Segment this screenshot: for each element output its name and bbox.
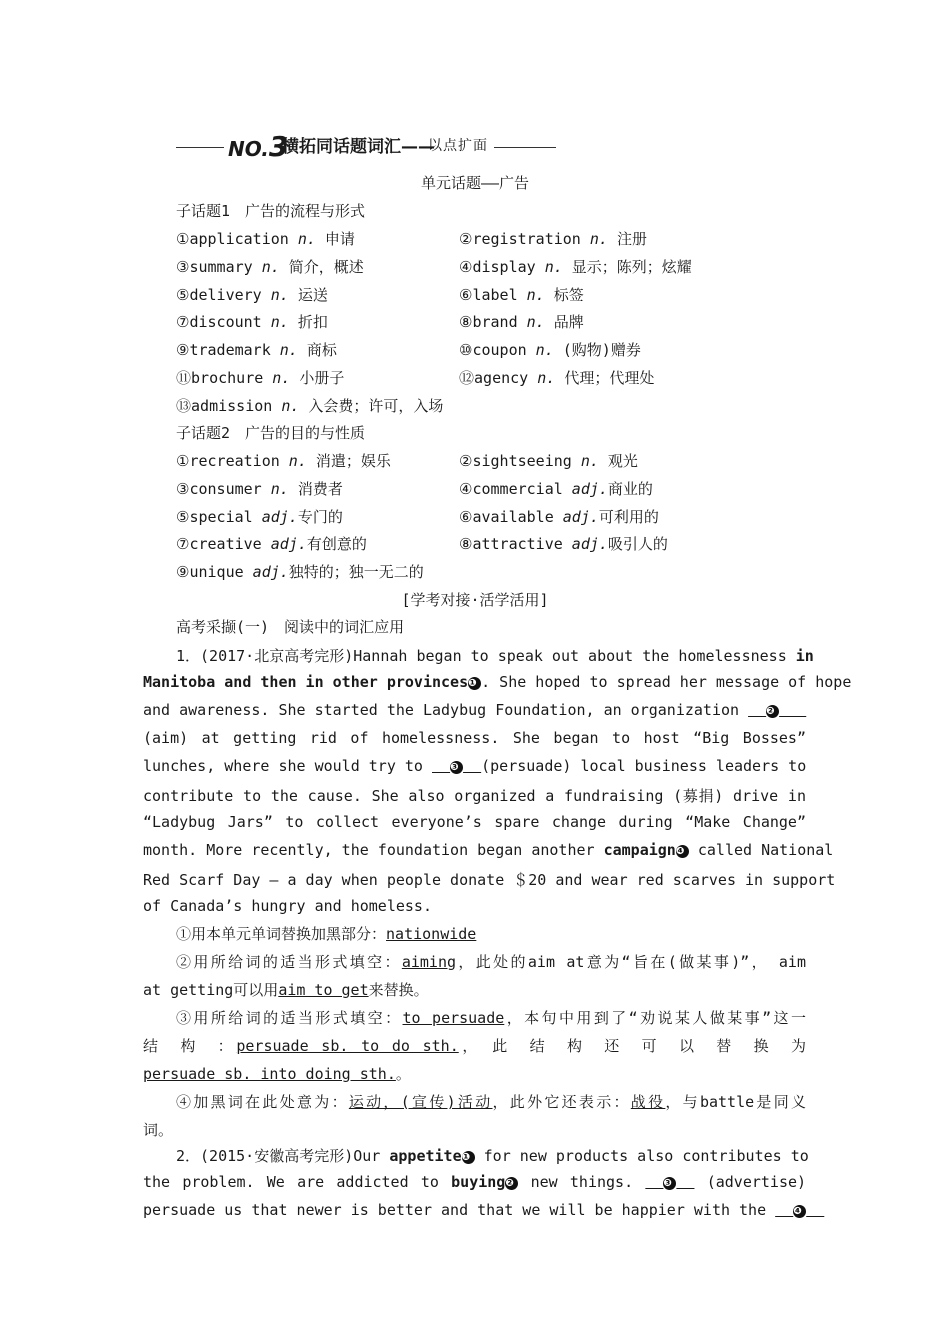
q1-line: and awareness. She started the Ladybug Foundation, an organization ❷ [143,701,806,719]
vocab-pos: n. [279,341,298,360]
vocab-item [176,395,443,416]
answer-3-cont: 结 构 ：persuade sb. to do sth.， 此 结 构 还 可 以 替 换 为 [143,1037,806,1055]
mark-4-icon: ❹ [676,845,689,858]
vocab-pos: n. [589,230,608,248]
vocab-item [176,561,424,582]
vocab-item [176,533,367,554]
vocab-word: discount [189,313,271,332]
vocab-item [459,533,668,554]
q2-line: 2．(2015·安徽高考完形)Our appetite❶ for new products also contributes to [176,1147,809,1165]
vocab-item [176,256,364,277]
vocab-pos: n. [270,479,289,498]
vocab-definition: 有创意的 [306,535,367,554]
vocab-number: ④ [459,257,473,276]
blank-4: ❹ [775,1201,824,1219]
answer-3-cont2: persuade sb. into doing sth.。 [143,1065,411,1083]
vocab-word: special [189,507,262,526]
vocab-word: agency [474,369,538,387]
vocab-word: available [472,507,563,526]
vocab-word: trademark [189,341,280,360]
vocab-number: ⑨ [176,341,190,360]
q1-line: Red Scarf Day — a day when people donate ＄20 and wear red scarves in support [143,871,836,889]
answer-4: ④加黑词在此处意为：运动，(宣传)活动，此外它还表示：战役，与battle是同义 [176,1093,806,1111]
vocab-number: ⑦ [176,535,190,554]
answer-3: ③用所给词的适当形式填空：to persuade，本句中用到了“劝说某人做某事”这一 [176,1009,806,1027]
part-title: 高考采撷(一) 阅读中的词汇应用 [176,618,405,636]
vocab-definition: 代理；代理处 [555,369,655,387]
vocab-word: admission [191,396,282,415]
vocab-definition: 消费者 [288,479,343,498]
vocab-definition: 折扣 [288,313,328,332]
vocab-word: recreation [189,452,289,470]
vocab-definition: 消遣；娱乐 [306,452,391,470]
q1-line: lunches, where she would try to ❸ (persuade) local business leaders to [143,757,807,775]
section-title: 横拓同话题词汇—— [282,137,435,157]
vocab-number: ⑨ [176,563,190,582]
vocab-definition: 标签 [544,285,584,304]
vocab-definition: 可利用的 [598,507,659,526]
vocab-number: ⑫ [459,369,475,387]
q1-line: Manitoba and then in other provinces❶ . She hoped to spread her message of hope [143,673,852,691]
blank-3: ❸ [432,757,481,775]
header-rule-right [494,147,556,148]
vocab-definition: 简介，概述 [279,257,364,276]
vocab-pos: n. [281,396,300,415]
vocab-definition: 商标 [297,341,337,360]
vocab-number: ⑦ [176,313,190,332]
q1-line: contribute to the cause. She also organized a fundraising (募捐) drive in [143,787,806,805]
vocab-definition: 吸引人的 [607,535,668,554]
vocab-pos: adj. [252,563,289,582]
vocab-number: ⑪ [176,369,192,387]
vocab-definition: 商业的 [607,479,653,498]
vocab-pos: n. [270,313,289,332]
vocab-word: unique [189,563,253,582]
q1-line: (aim) at getting rid of homelessness. She began to host “Big Bosses” [143,729,806,747]
vocab-pos: adj. [571,479,608,498]
section-header [176,128,556,164]
answer-4-cont: 词。 [143,1121,174,1139]
vocab-definition: 小册子 [290,369,345,387]
vocab-item [459,450,638,471]
blank-2: ❷ [748,701,806,719]
answer-2-cont: at getting可以用aim to get来替换。 [143,981,429,999]
vocab-number: ② [459,452,473,470]
q1-line: month. More recently, the foundation began another campaign❹ called National [143,841,834,859]
vocab-definition: 观光 [598,452,638,470]
vocab-pos: n. [297,230,316,248]
vocab-number: ① [176,452,190,470]
vocab-word: brochure [191,369,273,387]
vocab-number: ③ [176,257,190,276]
practice-section-title: [学考对接·活学活用] [401,591,549,609]
vocab-item [176,339,337,360]
vocab-word: registration [472,230,590,248]
vocab-item [176,450,391,471]
vocab-item [459,506,659,527]
vocab-pos: adj. [261,507,298,526]
section-number: NO.3 [228,130,289,163]
vocab-pos: n. [537,369,556,387]
q2-line: the problem. We are addicted to buying❷ new things. ❸ (advertise) [143,1173,807,1191]
subtopic2-title: 子话题2 广告的目的与性质 [176,424,366,442]
answer-2: ②用所给词的适当形式填空：aiming，此处的aim at意为“旨在(做某事)”， aim [176,953,806,971]
subtopic1-title: 子话题1 广告的流程与形式 [176,202,366,220]
vocab-item [459,478,653,499]
vocab-definition: 入会费；许可，入场 [299,396,444,415]
q1-line: “Ladybug Jars” to collect everyone’s spare change during “Make Change” [143,813,806,831]
vocab-word: sightseeing [472,452,581,470]
vocab-pos: n. [526,313,545,332]
vocab-item [176,284,328,305]
vocab-definition: 申请 [315,230,355,248]
vocab-pos: n. [288,452,307,470]
unit-topic: 单元话题——广告 [420,174,530,192]
vocab-pos: adj. [270,535,307,554]
vocab-word: delivery [189,285,271,304]
vocab-pos: n. [272,369,291,387]
vocab-item [176,367,344,388]
vocab-item [459,339,641,360]
vocab-pos: adj. [562,507,599,526]
vocab-definition: 品牌 [544,313,584,332]
vocab-number: ⑩ [459,341,473,360]
vocab-item [176,478,343,499]
vocab-word: attractive [472,535,572,554]
vocab-item [176,506,343,527]
vocab-definition: 专门的 [297,507,343,526]
q1-line: of Canada’s hungry and homeless. [143,897,432,915]
vocab-number: ⑥ [459,285,473,304]
vocab-word: application [189,230,298,248]
vocab-item [459,367,654,388]
vocab-number: ④ [459,479,473,498]
vocab-number: ① [176,230,190,248]
vocab-pos: n. [261,257,280,276]
vocab-number: ⑤ [176,285,190,304]
vocab-pos: n. [544,257,563,276]
vocab-pos: n. [580,452,599,470]
vocab-number: ⑧ [459,313,473,332]
vocab-word: consumer [189,479,271,498]
vocab-item [459,228,647,249]
vocab-item [176,228,355,249]
vocab-definition: 注册 [607,230,647,248]
vocab-item [459,311,584,332]
answer-1: ①用本单元单词替换加黑部分：nationwide [176,925,477,943]
vocab-definition: 独特的；独一无二的 [288,563,424,582]
q1-line: 1．(2017·北京高考完形)Hannah began to speak out about the homelessness in [176,647,814,665]
vocab-pos: n. [535,341,554,360]
vocab-word: brand [472,313,527,332]
vocab-word: creative [189,535,271,554]
vocab-word: coupon [472,341,536,360]
vocab-item [459,284,584,305]
vocab-item [459,256,692,277]
vocab-word: display [472,257,545,276]
vocab-number: ⑧ [459,535,473,554]
mark-1-icon: ❶ [462,1151,475,1164]
blank-3: ❸ [645,1173,694,1191]
vocab-item [176,311,328,332]
vocab-number: ⑥ [459,507,473,526]
vocab-number: ③ [176,479,190,498]
vocab-number: ⑤ [176,507,190,526]
vocab-number: ② [459,230,473,248]
vocab-number: ⑬ [176,396,192,415]
mark-2-icon: ❷ [505,1177,518,1190]
header-rule-left [176,147,224,148]
mark-1-icon: ❶ [468,677,481,690]
vocab-definition: 显示；陈列；炫耀 [562,257,692,276]
q2-line: persuade us that newer is better and that we will be happier with the ❹ [143,1201,806,1219]
vocab-definition: (购物)赠券 [553,341,641,360]
section-subtitle: 以点扩面 [428,138,488,154]
vocab-pos: n. [270,285,289,304]
vocab-word: summary [189,257,262,276]
vocab-word: label [472,285,527,304]
vocab-definition: 运送 [288,285,328,304]
vocab-pos: n. [526,285,545,304]
vocab-word: commercial [472,479,572,498]
vocab-pos: adj. [571,535,608,554]
